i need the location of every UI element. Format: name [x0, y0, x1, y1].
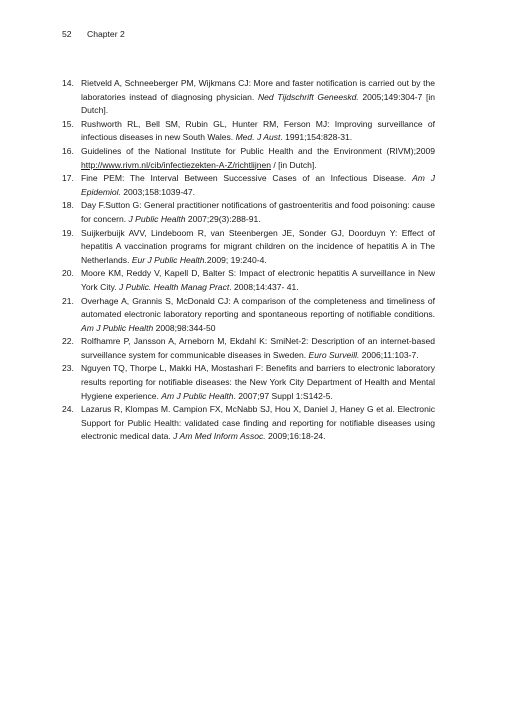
reference-number: 23.: [62, 363, 74, 374]
reference-segment: 2008;98:344-50: [153, 322, 216, 333]
reference-item: [62, 267, 435, 294]
reference-item: [62, 199, 435, 226]
reference-segment: 2006;11:103-7.: [359, 349, 419, 360]
reference-text: [81, 335, 435, 362]
reference-segment: Lazarus R, Klompas M. Campion FX, McNabb SJ, Hou X, Daniel J, Haney G et al. Electronic Support for Public Health: validated case finding and reporting for notifiable diseases using electronic medical data.: [81, 404, 435, 442]
reference-segment: Moore KM, Reddy V, Kapell D, Balter S: Impact of electronic hepatitis A surveillance in New York City.: [81, 268, 435, 292]
reference-number: 17.: [62, 173, 74, 184]
reference-number: 22.: [62, 336, 74, 347]
reference-link[interactable]: http://www.rivm.nl/cib/infectiezekten-A-Z/richtlijnen: [81, 159, 271, 170]
journal-name: Eur J Public Health.: [131, 254, 207, 265]
reference-text: [81, 145, 435, 172]
reference-item: [62, 118, 435, 145]
journal-name: Am J Public Health: [161, 390, 234, 401]
reference-number: 14.: [62, 78, 74, 88]
journal-name: Am J Public Health: [81, 322, 154, 333]
reference-text: [81, 267, 435, 294]
reference-segment: / [in Dutch].: [271, 159, 317, 170]
reference-item: [62, 145, 435, 172]
reference-text: [81, 295, 435, 336]
reference-segment: Rietveld A, Schneeberger PM, Wijkmans CJ: More and faster notification is carried out by the laboratories instead of diagnosing physician.: [81, 78, 435, 102]
reference-segment: Suijkerbuijk AVV, Lindeboom R, van Steenbergen JE, Sonder GJ, Doorduyn Y: Effect of hepatitis A vaccination programs for migrant children on the incidence of hepatitis A in The Netherlands.: [81, 227, 435, 265]
reference-text: [81, 199, 435, 226]
reference-segment: Overhage A, Grannis S, McDonald CJ: A comparison of the completeness and timeliness of automated electronic laboratory reporting and spontaneous reporting of notifiable conditions.: [81, 295, 435, 320]
journal-name: Euro Surveill.: [308, 349, 360, 360]
reference-text: [81, 362, 435, 403]
reference-text: [81, 77, 435, 118]
reference-text: [81, 118, 435, 145]
reference-segment: 2009;16:18-24.: [265, 431, 326, 442]
page-header: [62, 29, 125, 40]
reference-item: [62, 335, 435, 362]
reference-text: [81, 403, 435, 444]
reference-segment: 2005;149:304-7 [in Dutch].: [81, 91, 435, 116]
reference-segment: . 1991;154:828-31.: [280, 132, 353, 143]
reference-item: [62, 77, 435, 118]
journal-name: Ned Tijdschrift Geneeskd.: [257, 91, 359, 102]
chapter-title: Chapter 2: [87, 29, 125, 39]
reference-item: [62, 362, 435, 403]
journal-name: J Public Health: [128, 213, 186, 224]
journal-name: J Am Med Inform Assoc.: [173, 431, 266, 442]
journal-name: Med. J Aust: [235, 132, 281, 143]
reference-text: [81, 172, 435, 199]
reference-item: [62, 172, 435, 199]
page-number: 52: [62, 29, 72, 39]
reference-segment: Rolfhamre P, Jansson A, Arneborn M, Ekdahl K: SmiNet-2: Description of an internet-based surveillance system for communicable diseases in Sweden.: [81, 336, 435, 360]
reference-number: 20.: [62, 268, 74, 279]
journal-name: Am J Epidemiol.: [81, 173, 436, 197]
reference-number: 16.: [62, 145, 74, 156]
reference-number: 21.: [62, 295, 74, 306]
reference-number: 18.: [62, 200, 74, 211]
reference-number: 24.: [62, 404, 74, 415]
journal-name: J Public. Health Manag Pract: [119, 281, 230, 292]
reference-segment: Day F.Sutton G: General practitioner notifications of gastroenteritis and food poisoning: cause for concern.: [81, 200, 435, 224]
reference-item: [62, 295, 435, 336]
reference-number: 19.: [62, 227, 74, 238]
reference-segment: 2009; 19:240-4.: [206, 254, 267, 265]
reference-segment: 2007;29(3):288-91.: [185, 213, 261, 224]
reference-list: [62, 77, 435, 444]
reference-item: [62, 227, 435, 268]
reference-segment: 2003;158:1039-47.: [120, 186, 196, 197]
reference-number: 15.: [62, 118, 74, 129]
reference-text: [81, 227, 435, 268]
reference-segment: Guidelines of the National Institute for Public Health and the Environment (RIVM);2009: [81, 145, 435, 156]
reference-segment: . 2008;14:437- 41.: [229, 281, 299, 292]
reference-segment: Nguyen TQ, Thorpe L, Makki HA, Mostashari F: Benefits and barriers to electronic laboratory results reporting for notifiable diseases: the New York City Department of Health and Mental Hygiene experience.: [81, 363, 435, 401]
reference-item: [62, 403, 435, 444]
reference-segment: Fine PEM: The Interval Between Successive Cases of an Infectious Disease.: [81, 173, 413, 184]
reference-segment: . 2007;97 Suppl 1:S142-5.: [233, 390, 333, 401]
reference-segment: Rushworth RL, Bell SM, Rubin GL, Hunter RM, Ferson MJ: Improving surveillance of infectious diseases in new South Wales.: [81, 118, 435, 143]
